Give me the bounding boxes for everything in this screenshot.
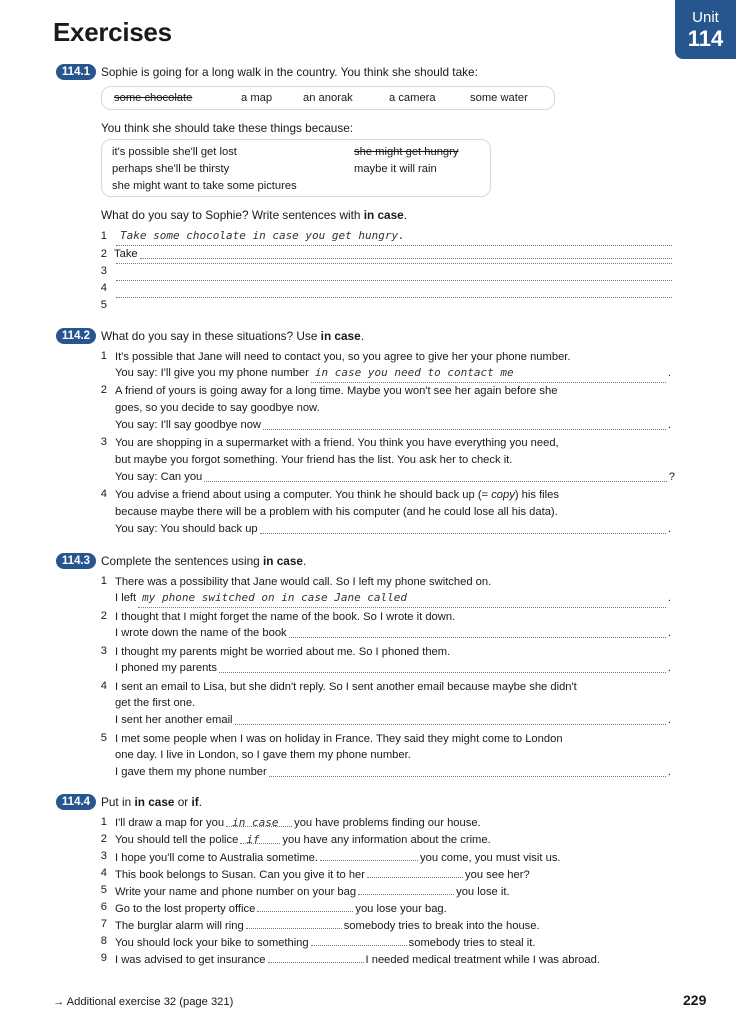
ex1-instruction: Sophie is going for a long walk in the country. You think she should take: [101, 65, 478, 79]
answer-line-4[interactable] [114, 280, 674, 285]
ex1-question: What do you say to Sophie? Write sentences with in case. [101, 208, 408, 222]
question-number: 8 [100, 935, 107, 947]
ex3-q3-text: I thought my parents might be worried about me. So I phoned them. [115, 646, 451, 658]
ex1-reason: maybe it will rain [354, 163, 437, 175]
answer-line-3[interactable] [114, 263, 674, 268]
ex2-q2-text: goes, so you decide to say goodbye now. [115, 402, 320, 414]
ex1-reason: it's possible she'll get lost [112, 146, 237, 158]
ex1-reason: she might get hungry [354, 146, 459, 158]
question-number: 5 [100, 884, 107, 896]
answer-line-5[interactable] [114, 297, 674, 302]
question-number: 3 [100, 436, 107, 448]
ex4-item-1[interactable]: I'll draw a map for you in case you have problems finding our house. [115, 816, 481, 829]
answer-number: 4 [100, 282, 107, 294]
page-title: Exercises [53, 17, 172, 47]
question-number: 3 [100, 645, 107, 657]
ex3-q3-answer-line[interactable]: I phoned my parents . [115, 662, 671, 674]
answer-number: 5 [100, 299, 107, 311]
ex3-q5-answer-line[interactable]: I gave them my phone number . [115, 766, 671, 778]
ex4-item-3[interactable]: I hope you'll come to Australia sometime. you come, you must visit us. [115, 849, 561, 866]
page-number: 229 [683, 992, 707, 1008]
ex3-q2-text: I thought that I might forget the name of the book. So I wrote it down. [115, 611, 456, 623]
ex3-q5-text: one day. I live in London, so I gave them my phone number. [115, 749, 411, 761]
unit-tab [675, 0, 736, 59]
ex2-q2-text: A friend of yours is going away for a long time. Maybe you won't see her again before she [115, 385, 558, 397]
answer-number: 2 [100, 248, 107, 260]
question-number: 1 [100, 350, 107, 362]
ex1-item: a camera [389, 92, 436, 104]
handwritten-answer: in case you need to contact me [314, 366, 514, 379]
additional-exercise-link[interactable]: → Additional exercise 32 (page 321) [53, 996, 234, 1008]
ex3-q1-text: There was a possibility that Jane would call. So I left my phone switched on. [115, 576, 492, 588]
unit-number: 114 [687, 26, 724, 51]
ex3-q4-text: I sent an email to Lisa, but she didn't reply. So I sent another email because maybe she didn't [115, 681, 577, 693]
ex2-q2-answer-line[interactable]: You say: I'll say goodbye now . [115, 419, 671, 431]
question-number: 2 [100, 833, 107, 845]
question-number: 4 [100, 867, 107, 879]
ex4-item-9[interactable]: I was advised to get insurance I needed medical treatment while I was abroad. [115, 951, 600, 968]
ex2-q3-text: You are shopping in a supermarket with a friend. You think you have everything you need, [115, 437, 559, 449]
handwritten-answer: in case [232, 816, 279, 829]
question-number: 9 [100, 952, 107, 964]
question-number: 2 [100, 384, 107, 396]
ex4-item-8[interactable]: You should lock your bike to something somebody tries to steal it. [115, 934, 535, 951]
question-number: 7 [100, 918, 107, 930]
ex2-q4-text: because maybe there will be a problem with his computer (and he could lose all his data). [115, 506, 558, 518]
ex1-item: some chocolate [114, 92, 193, 104]
ex1-item: an anorak [303, 92, 353, 104]
exercise-badge-114-1: 114.1 [56, 64, 96, 80]
question-number: 4 [100, 488, 107, 500]
exercise-badge-114-3: 114.3 [56, 553, 96, 569]
answer-number: 1 [100, 230, 107, 242]
answer-number: 3 [100, 265, 107, 277]
ex4-item-6[interactable]: Go to the lost property office you lose your bag. [115, 900, 447, 917]
handwritten-answer: if [246, 833, 260, 846]
exercise-badge-114-4: 114.4 [56, 794, 96, 810]
ex2-q3-text: but maybe you forgot something. Your friend has the list. You ask her to check it. [115, 454, 513, 466]
exercise-badge-114-2: 114.2 [56, 328, 96, 344]
answer-line-2[interactable]: Take [114, 246, 674, 263]
ex2-q1-answer-line[interactable]: You say: I'll give you my phone number in case you need to contact me . [115, 365, 671, 387]
ex2-q4-answer-line[interactable]: You say: You should back up . [115, 523, 671, 535]
ex4-item-2[interactable]: You should tell the police if you have any information about the crime. [115, 833, 491, 846]
question-number: 1 [100, 575, 107, 587]
ex4-item-7[interactable]: The burglar alarm will ring somebody tries to break into the house. [115, 917, 540, 934]
question-number: 3 [100, 850, 107, 862]
ex3-q4-text: get the first one. [115, 697, 196, 709]
ex2-instruction: What do you say in these situations? Use in case. [101, 329, 364, 343]
handwritten-answer: my phone switched on in case Jane called [142, 591, 408, 604]
question-number: 6 [100, 901, 107, 913]
ex1-reason: perhaps she'll be thirsty [112, 163, 230, 175]
question-number: 4 [100, 680, 107, 692]
ex2-q1-text: It's possible that Jane will need to contact you, so you agree to give her your phone number. [115, 351, 571, 363]
ex2-q4-text: You advise a friend about using a computer. You think he should back up (= copy) his files [115, 489, 559, 501]
unit-label: Unit [692, 9, 719, 26]
ex3-q1-answer-line[interactable]: I left my phone switched on in case Jane called . [115, 590, 671, 612]
handwritten-answer: Take some chocolate in case you get hungry. [120, 229, 405, 242]
ex1-reason: she might want to take some pictures [112, 180, 297, 192]
question-number: 2 [100, 610, 107, 622]
ex3-q4-answer-line[interactable]: I sent her another email . [115, 714, 671, 726]
question-number: 1 [100, 816, 107, 828]
ex2-q3-answer-line[interactable]: You say: Can you ? [115, 471, 675, 483]
ex1-reasons-title: You think she should take these things because: [101, 121, 354, 135]
ex3-instruction: Complete the sentences using in case. [101, 554, 307, 568]
ex1-item: some water [470, 92, 528, 104]
ex3-q5-text: I met some people when I was on holiday in France. They said they might come to London [115, 733, 563, 745]
ex1-item: a map [241, 92, 273, 104]
ex4-item-5[interactable]: Write your name and phone number on your bag you lose it. [115, 883, 510, 900]
ex3-q2-answer-line[interactable]: I wrote down the name of the book . [115, 627, 671, 639]
ex4-instruction: Put in in case or if. [101, 795, 203, 809]
ex4-item-4[interactable]: This book belongs to Susan. Can you give it to her you see her? [115, 866, 530, 883]
question-number: 5 [100, 732, 107, 744]
